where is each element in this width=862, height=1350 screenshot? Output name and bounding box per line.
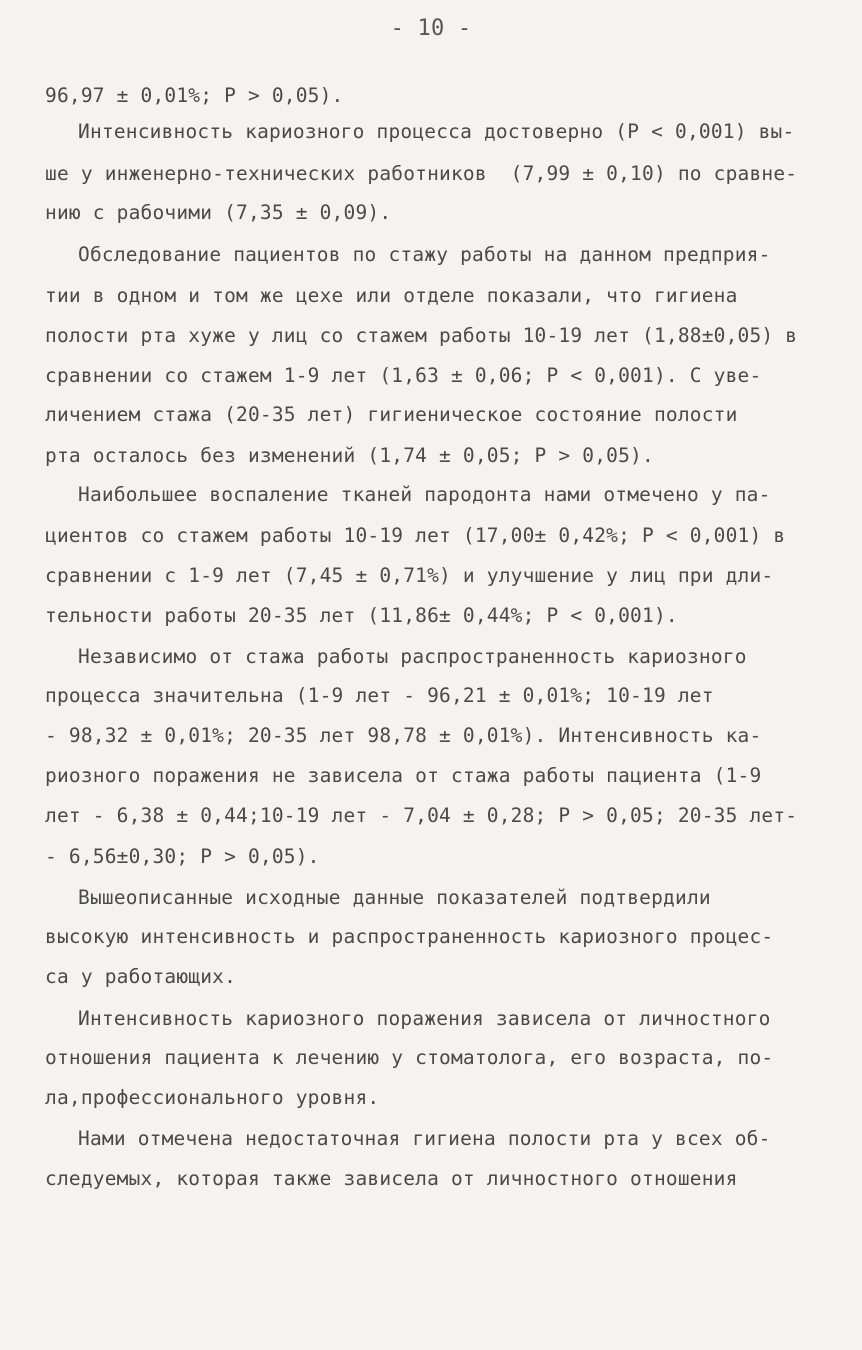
text-line: сравнении с 1-9 лет (7,45 ± 0,71%) и улучшение у лиц при дли- [45,564,774,587]
text-line: высокую интенсивность и распространенность кариозного процес- [45,925,774,948]
text-line: ше у инженерно-технических работников (7,99 ± 0,10) по сравне- [45,162,798,185]
text-line: тельности работы 20-35 лет (11,86± 0,44%; P < 0,001). [45,604,678,627]
text-line: нию с рабочими (7,35 ± 0,09). [45,201,392,224]
text-line: Обследование пациентов по стажу работы на данном предприя- [78,243,771,266]
text-line: Наибольшее воспаление тканей пародонта нами отмечено у па- [78,483,771,506]
text-line: Интенсивность кариозного процесса достоверно (Р < 0,001) вы- [78,120,795,143]
text-line: циентов со стажем работы 10-19 лет (17,00± 0,42%; P < 0,001) в [45,524,786,547]
text-line: ла,профессионального уровня. [45,1086,380,1109]
text-line: са у работающих. [45,965,237,988]
text-line: Независимо от стажа работы распространенность кариозного [78,645,747,668]
text-line: - 6,56±0,30; P > 0,05). [45,845,320,868]
page-number: - 10 - [390,16,472,41]
text-line: процесса значительна (1-9 лет - 96,21 ± 0,01%; 10-19 лет [45,684,714,707]
text-line: личением стажа (20-35 лет) гигиеническое состояние полости [45,403,738,426]
text-line: Интенсивность кариозного поражения зависела от личностного [78,1007,771,1030]
text-line: Нами отмечена недостаточная гигиена полости рта у всех об- [78,1127,771,1150]
text-line: тии в одном и том же цехе или отделе показали, что гигиена [45,284,738,307]
text-line: лет - 6,38 ± 0,44;10-19 лет - 7,04 ± 0,28; P > 0,05; 20-35 лет- [45,804,798,827]
text-line: риозного поражения не зависела от стажа работы пациента (1-9 [45,764,762,787]
text-line: рта осталось без изменений (1,74 ± 0,05; P > 0,05). [45,444,654,467]
text-line: 96,97 ± 0,01%; P > 0,05). [45,84,344,107]
text-line: сравнении со стажем 1-9 лет (1,63 ± 0,06; P < 0,001). С уве- [45,364,762,387]
text-line: полости рта хуже у лиц со стажем работы 10-19 лет (1,88±0,05) в [45,324,798,347]
text-line: Вышеописанные исходные данные показателей подтвердили [78,886,711,909]
text-line: отношения пациента к лечению у стоматолога, его возраста, по- [45,1046,774,1069]
text-line: следуемых, которая также зависела от личностного отношения [45,1167,738,1190]
text-line: - 98,32 ± 0,01%; 20-35 лет 98,78 ± 0,01%). Интенсивность ка- [45,724,762,747]
